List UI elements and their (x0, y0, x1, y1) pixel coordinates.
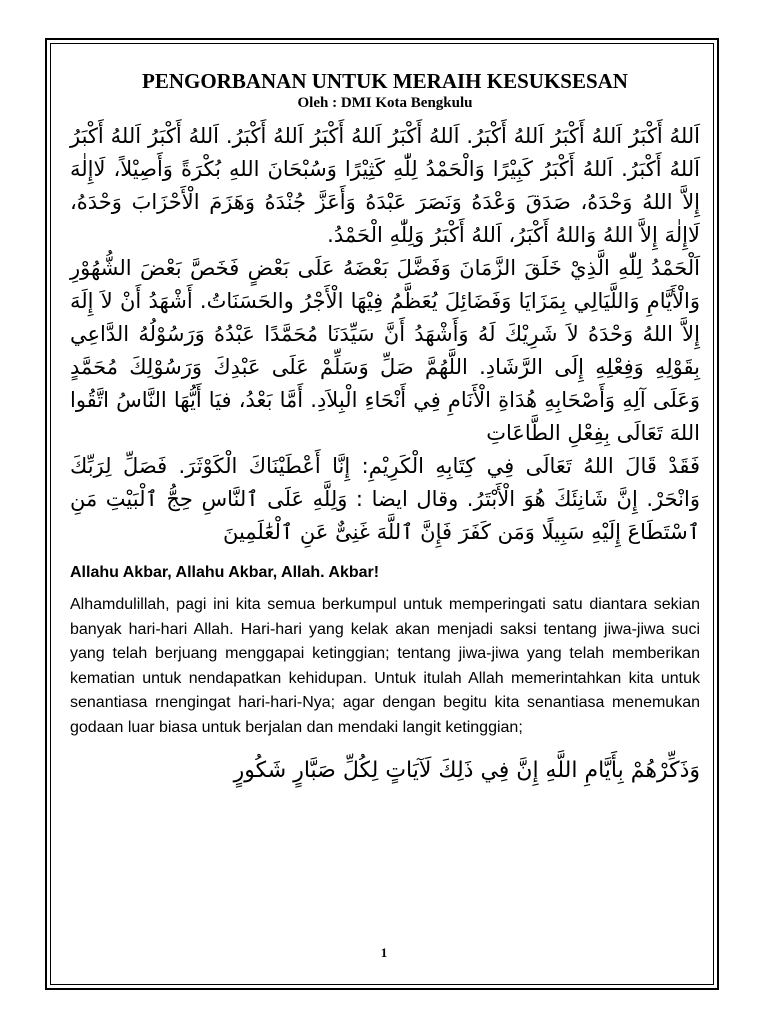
takbir-heading: Allahu Akbar, Allahu Akbar, Allah. Akbar! (70, 564, 380, 581)
quran-verse: وَذَكِّرْهُمْ بِأَيَّامِ اللَّهِ إِنَّ فِي ذَلِكَ لَآيَاتٍ لِكُلِّ صَبَّارٍ شَكُورٍ (233, 758, 700, 783)
document-author: Oleh : DMI Kota Bengkulu (297, 95, 473, 111)
arabic-quran-paragraph: فَقَدْ قَالَ اللهُ تَعَالَى فِي كِتَابِهِ الْكَرِيْمِ: إِنَّا أَعْطَيْنَاكَ الْكَوْثَرَ. فَصَلِّ لِرَبِّكَ وَانْحَرْ. إِنَّ شَانِئَكَ هُوَ الْأَبْتَرُ. وقال ايضا : وَلِلَّهِ عَلَى ٱلنَّاسِ حِجُّ ٱلْبَيْتِ مَنِ ٱسْتَطَاعَ إِلَيْهِ سَبِيلًا وَمَن كَفَرَ فَإِنَّ ٱللَّهَ غَنِىٌّ عَنِ ٱلْعَٰلَمِينَ (70, 454, 700, 544)
body-paragraph: Alhamdulillah, pagi ini kita semua berkumpul untuk memperingati satu diantara sekian banyak hari-hari Allah. Hari-hari yang kelak akan menjadi saksi tentang jiwa-jiwa suci yang telah berjuang menggapai ketinggian; tentang jiwa-jiwa yang telah memberikan kematian untuk nendapatkan kehidupan. Untuk itulah Allah memerintahkan kita untuk senantiasa rnengingat hari-hari-Nya; agar dengan begitu kita senantiasa menemukan godaan luar biasa untuk berjalan dan mendaki langit ketinggian; (70, 596, 700, 736)
page-number: 1 (380, 945, 388, 960)
arabic-hamdalah-paragraph: اَلْحَمْدُ لِلّٰهِ الَّذِيْ خَلَقَ الزَّمَانَ وَفَضَّلَ بَعْضَهُ عَلَى بَعْضٍ فَخَصَّ بَعْضَ الشُّهُوْرِ وَالْأَيَّامِ وَاللَّيَالِي بِمَزَايَا وَفَضَائِلَ يُعَظَّمُ فِيْهَا الْأَجْرُ والحَسَنَاتُ. أَشْهَدُ أَنْ لاَ إِلَهَ إِلاَّ اللهُ وَحْدَهُ لاَ شَرِيْكَ لَهُ وَأَشْهَدُ أَنَّ سَيِّدَنَا مُحَمَّدًا عَبْدُهُ وَرَسُوْلُهُ الدَّاعِي بِقَوْلِهِ وَفِعْلِهِ إِلَى الرَّشَادِ. اللَّهُمَّ صَلِّ وَسَلِّمْ عَلَى عَبْدِكَ وَرَسُوْلِكَ مُحَمَّدٍ وَعَلَى آلِهِ وَأَصْحَابِهِ هُدَاةِ الْأَنَامِ فِي أَنْحَاءِ الْبِلاَدِ. أَمَّا بَعْدُ، فيَا أَيُّهَا النَّاسُ اتَّقُوا اللهَ تَعَالَى بِفِعْلِ الطَّاعَاتِ (70, 256, 700, 445)
document-body (70, 68, 700, 788)
document-title: PENGORBANAN UNTUK MERAIH KESUKSESAN (142, 69, 628, 93)
arabic-takbir-paragraph: اَللهُ أَكْبَرُ اَللهُ أَكْبَرُ اَللهُ أَكْبَرُ. اَللهُ أَكْبَرُ اَللهُ أَكْبَرُ اَللهُ أَكْبَرُ. اَللهُ أَكْبَرُ اَللهُ أَكْبَرُ اَللهُ أَكْبَرُ. اَللهُ أَكْبَرُ كَبِيْرًا وَالْحَمْدُ لِلّٰهِ كَثِيْرًا وَسُبْحَانَ اللهِ بُكْرَةً وَأَصِيْلاً، لَاإِلٰهَ إِلاَّ اللهُ وَحْدَهُ، صَدَقَ وَعْدَهُ وَنَصَرَ عَبْدَهُ وَأَعَزَّ جُنْدَهُ وَهَزَمَ الْأَحْزَابَ وَحْدَهُ، لَاإِلٰهَ إِلاَّ اللهُ وَاللهُ أَكْبَرُ، اَللهُ أَكْبَرُ وَلِلّٰهِ الْحَمْدُ. (70, 124, 700, 247)
